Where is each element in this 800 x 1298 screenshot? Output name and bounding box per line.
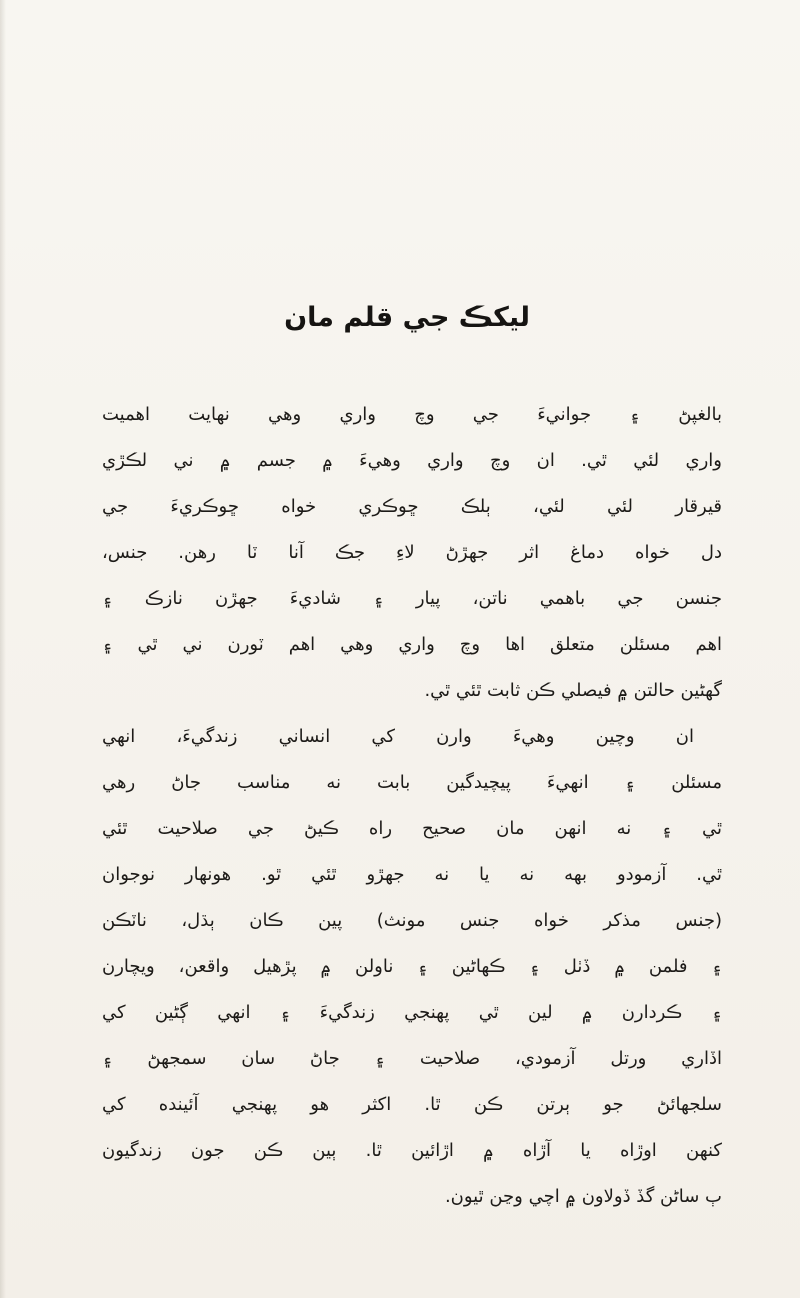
text-line: جنسن جي باهمي ناتن، پيار ۽ شاديءَ جهڙن نازڪ ۽ — [102, 588, 722, 609]
text-line: اهم مسئلن متعلق اها وچ واري وهي اهم ٽورن ني ٿي ۽ — [102, 634, 722, 655]
text-line: بالغپڻ ۽ جوانيءَ جي وچ واري وهي نهايت اهميت — [102, 404, 722, 425]
paragraph — [102, 714, 722, 1220]
text-line: مسئلن ۽ انهيءَ پيچيدگين بابت نه مناسب جاڻ رهي — [102, 772, 722, 793]
page-heading: ليکڪ جي قلم مان — [284, 302, 530, 333]
text-line: (جنس مذکر خواه جنس مونث) پين ڪان ٻڌل، ناٽڪن — [102, 910, 722, 931]
text-line: ان وچين وهيءَ وارن کي انساني زندگيءَ، انهي — [102, 726, 694, 747]
text-line: ٻ ساڻن گڏ ڏولاون ۾ اچي وڃن ٿيون. — [444, 1186, 722, 1207]
text-line: اڏاري ورتل آزمودي، صلاحيت ۽ جاڻ سان سمجهڻ ۽ — [102, 1048, 722, 1069]
text-line: قيرقار لئي لئي، ٻلڪ ڇوڪري خواه ڇوڪريءَ جي — [102, 496, 722, 517]
text-line: دل خواه دماغ اثر جهڙڻ لاءِ جڪ آنا ٽا رهن. جنس، — [102, 542, 722, 563]
text-line: ۽ ڪردارن ۾ لين ٿي پهنجي زندگيءَ ۽ انهي ڳڻين کي — [102, 1002, 722, 1023]
text-line: کنهن اوڙاه يا آڙاه ۾ اڙائين ٿا. ٻين ڪن جون زندگيون — [102, 1140, 722, 1161]
body-text — [102, 392, 722, 1220]
text-line: ٿي ۽ نه انهن مان صحيح راه ڪيڻ جي صلاحيت ٿئي — [102, 818, 722, 839]
paragraph — [102, 392, 722, 714]
page-edge-shadow — [0, 0, 6, 1298]
text-line: سلجهائڻ جو ٻرتن ڪن ٿا. اکثر هو پهنجي آئينده کي — [102, 1094, 722, 1115]
text-line: گهڻين حالتن ۾ فيصلي ڪن ثابت ٿئي ٿي. — [424, 680, 722, 701]
text-line: واري لئي ٿي. ان وچ واري وهيءَ ۾ جسم ۾ ني لڪڙي — [102, 450, 722, 471]
text-line: ۽ فلمن ۾ ڏٺل ۽ ڪهاڻين ۽ ناولن ۾ پڙهيل واقعن، ويچارن — [102, 956, 722, 977]
text-line: ٿي. آزمودو بهه نه يا نه جهڙو ٿئي ٿو. هونهار نوجوان — [102, 864, 722, 885]
